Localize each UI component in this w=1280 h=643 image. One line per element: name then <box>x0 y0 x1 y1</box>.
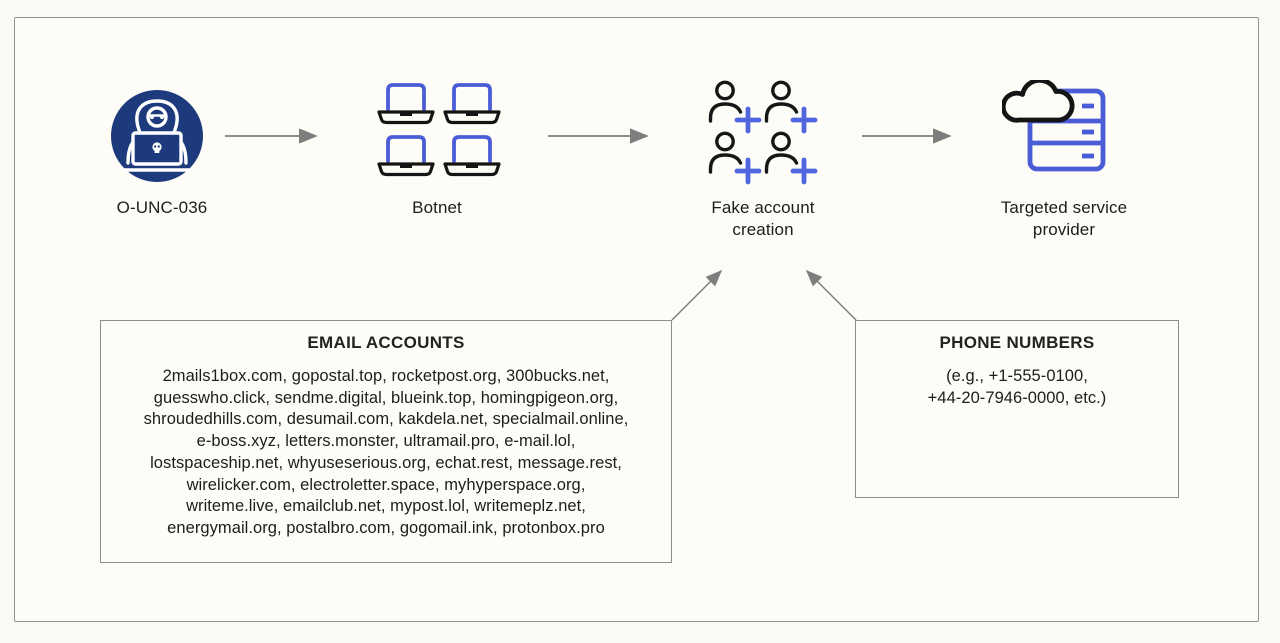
node-label-target-provider <box>944 197 1184 241</box>
node-label-target-provider-line1: Targeted service <box>1000 198 1128 217</box>
node-label-fake-account-line2: creation <box>732 220 794 239</box>
node-label-fake-account <box>643 197 883 241</box>
node-label-threat-actor: O-UNC-036 <box>116 198 208 217</box>
phone-numbers-title: PHONE NUMBERS <box>939 333 1095 352</box>
email-accounts-line: lostspaceship.net, whyuseserious.org, echat.rest, message.rest, <box>150 453 622 472</box>
node-label-fake-account-line1: Fake account <box>711 198 815 217</box>
email-accounts-line: energymail.org, postalbro.com, gogomail.ink, protonbox.pro <box>167 518 605 537</box>
email-accounts-title: EMAIL ACCOUNTS <box>307 333 465 352</box>
email-accounts-line: wirelicker.com, electroletter.space, myhyperspace.org, <box>186 475 586 494</box>
cloud-server-icon <box>1002 80 1112 180</box>
phone-numbers-box <box>855 320 1179 498</box>
email-accounts-line: guesswho.click, sendme.digital, blueink.top, homingpigeon.org, <box>153 388 619 407</box>
laptop-cluster-icon <box>377 81 503 181</box>
node-label-botnet: Botnet <box>412 198 462 217</box>
email-accounts-line: writeme.live, emailclub.net, mypost.lol, writemeplz.net, <box>186 497 586 516</box>
email-accounts-line: e-boss.xyz, letters.monster, ultramail.pro, e-mail.lol, <box>196 432 576 451</box>
email-accounts-line: 2mails1box.com, gopostal.top, rocketpost.org, 300bucks.net, <box>162 367 610 385</box>
phone-numbers-line: +44-20-7946-0000, etc.) <box>927 388 1107 407</box>
person-add-cluster-icon <box>706 80 822 188</box>
hooded-hacker-laptop-icon <box>107 86 207 186</box>
email-accounts-box <box>100 320 672 563</box>
email-accounts-line: shroudedhills.com, desumail.com, kakdela.net, specialmail.online, <box>143 410 629 429</box>
node-label-target-provider-line2: provider <box>1032 220 1096 239</box>
phone-numbers-line: (e.g., +1-555-0100, <box>946 367 1088 385</box>
